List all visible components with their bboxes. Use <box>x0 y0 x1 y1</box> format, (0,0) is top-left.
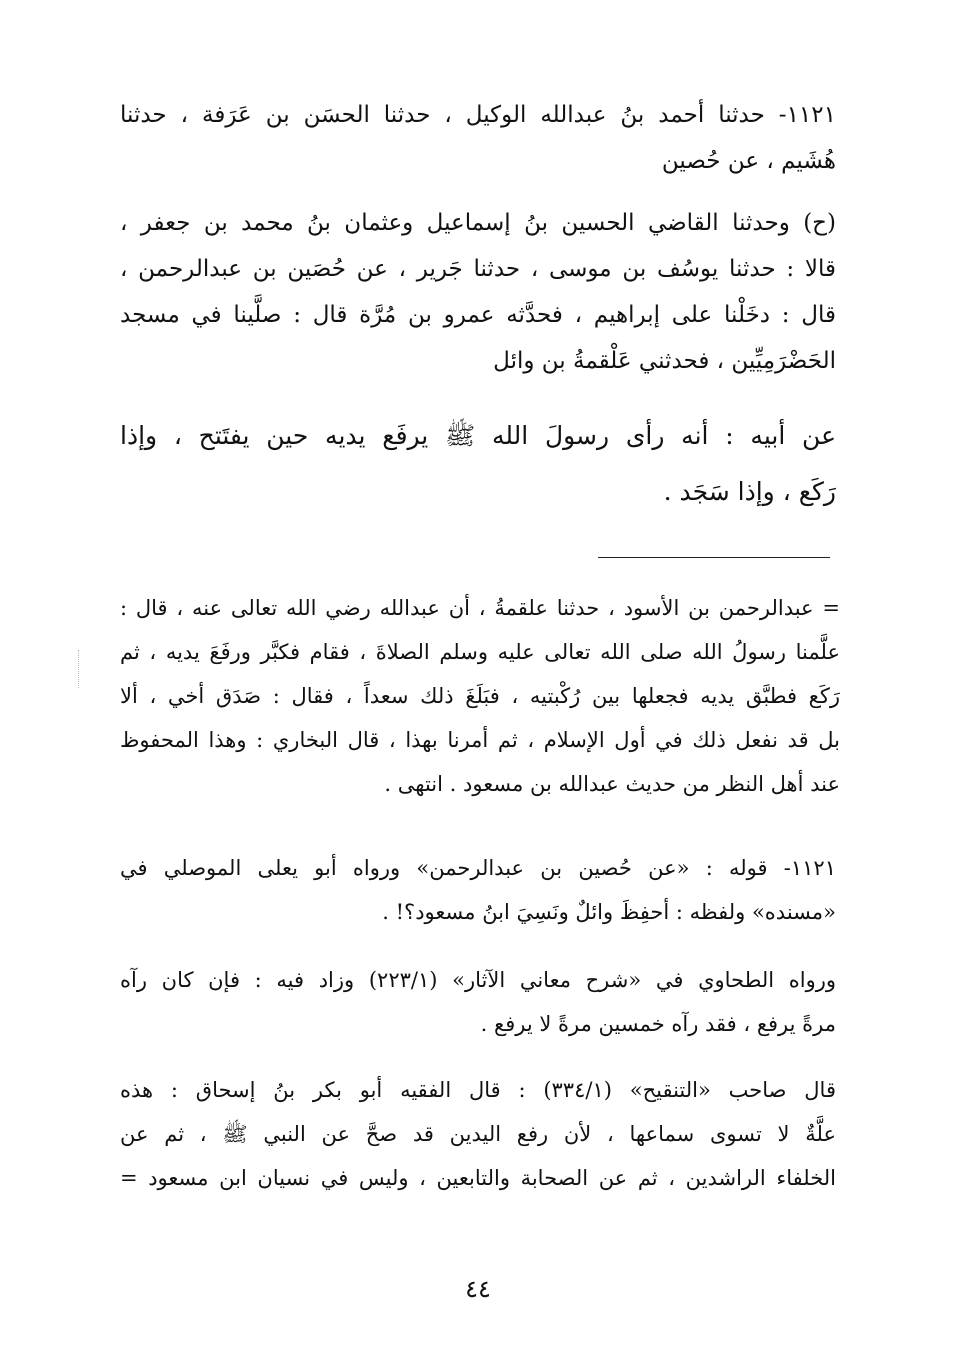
text-line: ١١٢١- قوله : «عن حُصين بن عبدالرحمن» ورواه أبو يعلى الموصلي في <box>120 856 836 880</box>
page-number: ٤٤ <box>465 1275 491 1303</box>
text-line: ورواه الطحاوي في «شرح معاني الآثار» (٢٢٣/١) وزاد فيه : فإن كان رآه <box>120 968 836 992</box>
footnote-tahawi <box>120 958 836 1046</box>
text-line: «مسنده» ولفظه : أحفِظَ وائلٌ ونَسِيَ ابنُ مسعود؟! . <box>382 900 836 924</box>
text-line: قال صاحب «التنقيح» (٣٣٤/١) : قال الفقيه أبو بكر بنُ إسحاق : هذه <box>120 1078 836 1102</box>
footnote-separator <box>598 557 830 558</box>
text-line: عن أبيه : أنه رأى رسولَ الله ﷺ يرفَع يديه حين يفتَتح ، وإذا <box>120 421 836 450</box>
margin-mark <box>78 650 79 688</box>
text-line: رَكَع فطبَّق يديه فجعلها بين رُكْبتيه ، فبَلَغَ ذلك سعداً ، فقال : صَدَق أخي ، ألا <box>120 684 840 708</box>
footnote-continuation <box>120 586 840 806</box>
hadith-1121-isnad-1 <box>120 92 836 184</box>
text-line: (ح) وحدثنا القاضي الحسين بنُ إسماعيل وعثمان بنُ محمد بن جعفر ، <box>120 210 836 236</box>
text-line: مرةً يرفع ، فقد رآه خمسين مرةً لا يرفع . <box>480 1012 836 1036</box>
text-line: قالا : حدثنا يوسُف بن موسى ، حدثنا جَرير ، عن حُصَين بن عبدالرحمن ، <box>120 256 836 282</box>
text-line: هُشَيم ، عن حُصين <box>661 148 836 174</box>
text-line: رَكَع ، وإذا سَجَد . <box>663 477 836 506</box>
text-line: بل قد نفعل ذلك في أول الإسلام ، ثم أمرنا بهذا ، قال البخاري : وهذا المحفوظ <box>120 728 840 752</box>
text-line: قال : دخَلْنا على إبراهيم ، فحدَّثه عمرو بن مُرَّة قال : صلَّينا في مسجد <box>120 302 836 328</box>
text-line: عند أهل النظر من حديث عبدالله بن مسعود . انتهى . <box>384 772 840 796</box>
text-line: الحَضْرَمِيِّين ، فحدثني عَلْقمةُ بن وائل <box>493 348 836 374</box>
footnote-1121 <box>120 846 836 934</box>
hadith-1121-isnad-2 <box>120 200 836 384</box>
text-line: الخلفاء الراشدين ، ثم عن الصحابة والتابعين ، وليس في نسيان ابن مسعود = <box>120 1166 836 1190</box>
text-line: ١١٢١- حدثنا أحمد بنُ عبدالله الوكيل ، حدثنا الحسَن بن عَرَفة ، حدثنا <box>120 102 836 128</box>
text-line: علَّمنا رسولُ الله صلى الله تعالى عليه وسلم الصلاةَ ، فقام فكبَّر ورفَعَ يديه ، ثم <box>120 640 840 664</box>
text-line: علَّةٌ لا تسوى سماعها ، لأن رفع اليدين قد صحَّ عن النبي ﷺ ، ثم عن <box>120 1122 836 1146</box>
text-line: = عبدالرحمن بن الأسود ، حدثنا علقمةُ ، أن عبدالله رضي الله تعالى عنه ، قال : <box>120 596 840 620</box>
footnote-tanqih <box>120 1068 836 1200</box>
hadith-1121-matn <box>120 408 836 520</box>
